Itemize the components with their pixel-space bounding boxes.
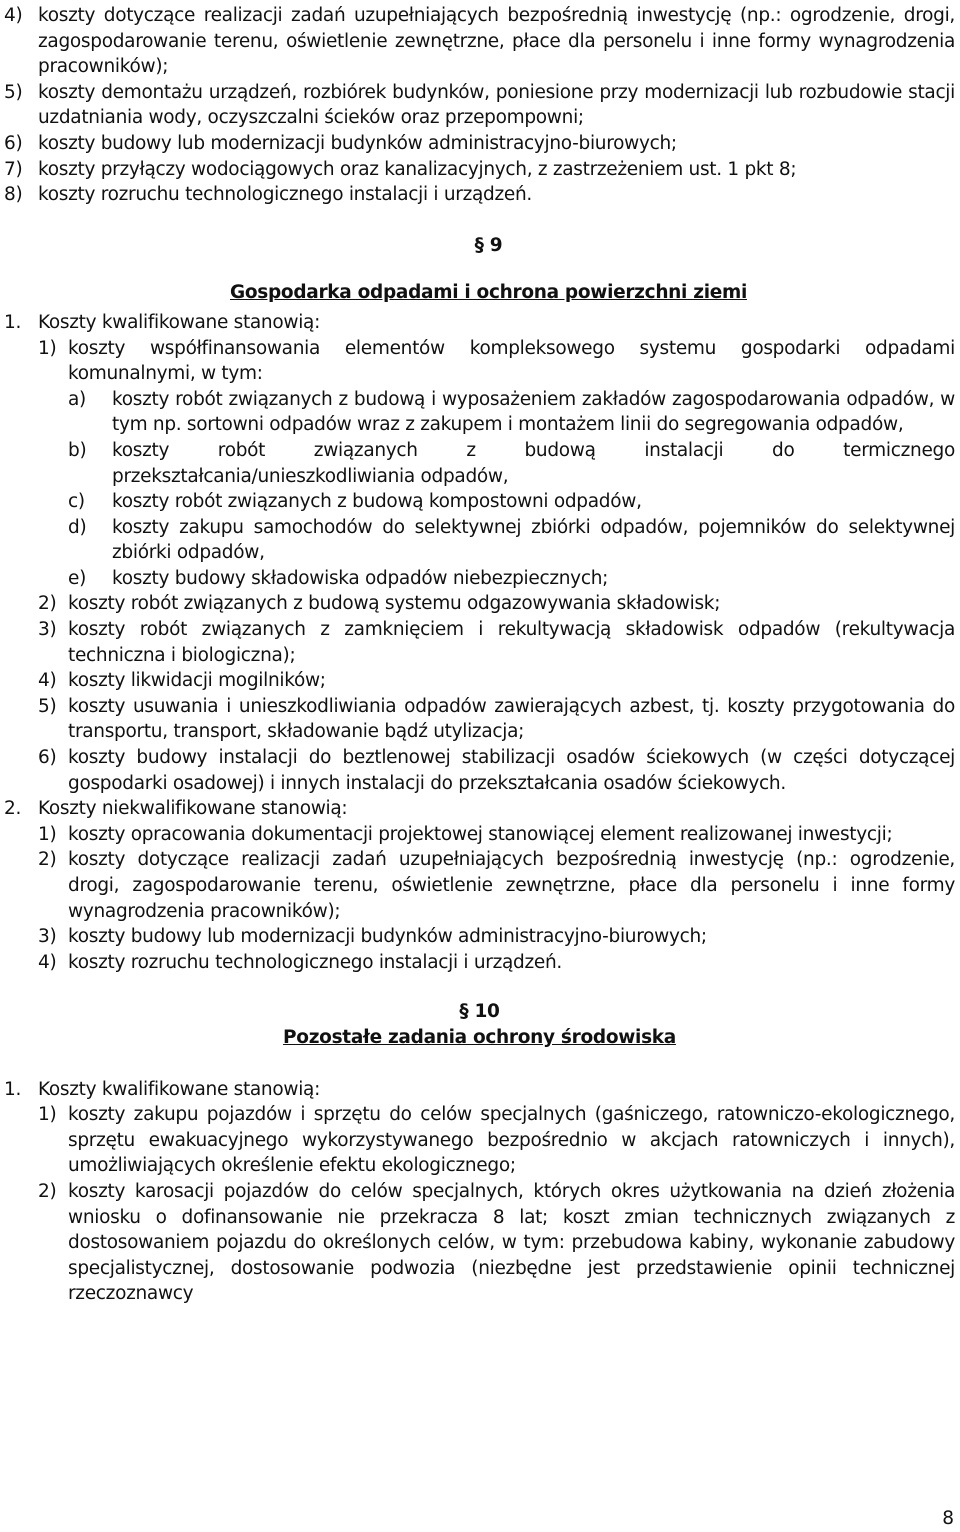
list-item (38, 694, 955, 745)
item-text: koszty dotyczące realizacji zadań uzupełniających bezpośrednią inwestycję (np.: ogrodzenie, drogi, zagospodarowanie terenu, oświetlenie zewnętrzne, płace dla personelu i inne formy wynagrodzenia pracowników); (38, 5, 955, 78)
list-item (38, 822, 955, 848)
clause-label: Koszty kwalifikowane stanowią: (38, 311, 321, 333)
item-text: koszty rozruchu technologicznego instalacji i urządzeń. (68, 951, 562, 973)
item-number: 2) (38, 593, 57, 615)
list-item (38, 591, 955, 617)
item-text: koszty robót związanych z budową i wyposażeniem zakładów zagospodarowania odpadów, w tym np. sortowni odpadów wraz z zakupem i montażem linii do segregowania odpadów, (112, 388, 955, 436)
item-text: koszty robót związanych z zamknięciem i rekultywacją składowisk odpadów (rekultywacja techniczna i biologiczna); (68, 619, 955, 666)
item-text: koszty rozruchu technologicznego instalacji i urządzeń. (38, 184, 532, 206)
list-item (4, 157, 955, 183)
item-number: 3) (38, 619, 57, 641)
item-text: koszty robót związanych z budową systemu odgazowywania składowisk; (68, 593, 721, 615)
continued-cost-list (4, 3, 955, 208)
clause-1 (4, 310, 955, 336)
item-letter: e) (68, 567, 86, 589)
list-item (38, 336, 955, 387)
item-text: koszty demontażu urządzeń, rozbiórek budynków, poniesione przy modernizacji lub rozbudowie stacji uzdatniania wody, oczyszczalni ścieków oraz przepompowni; (38, 81, 955, 129)
section-title: Pozostałe zadania ochrony środowiska (283, 1026, 676, 1048)
list-item (38, 950, 955, 976)
item-letter: b) (68, 439, 87, 461)
clause-number: 1. (4, 1078, 22, 1100)
item-letter: a) (68, 388, 86, 410)
item-number: 3) (38, 926, 57, 948)
item-letter: c) (68, 491, 85, 513)
clause-1 (4, 1077, 955, 1103)
item-number: 2) (38, 849, 57, 871)
list-item (38, 847, 955, 924)
list-item (38, 1179, 955, 1307)
item-text: koszty budowy składowiska odpadów niebezpiecznych; (112, 567, 609, 589)
item-number: 1) (38, 337, 57, 359)
item-number: 5) (38, 695, 57, 717)
list-item (38, 1102, 955, 1179)
item-number: 5) (4, 81, 23, 103)
item-text: koszty dotyczące realizacji zadań uzupełniających bezpośrednią inwestycję (np.: ogrodzenie, drogi, zagospodarowanie terenu, oświetlenie zewnętrzne, płace dla personelu i inne formy wynagrodzenia pracowników); (68, 849, 955, 922)
item-number: 8) (4, 184, 23, 206)
sub-list-item (68, 515, 955, 566)
list-item (4, 131, 955, 157)
list-item (38, 668, 955, 694)
item-number: 4) (4, 5, 23, 26)
item-text: koszty robót związanych z budową instalacji do termicznego przekształcania/unieszkodliwiania odpadów, (112, 439, 955, 487)
clause-number: 2. (4, 798, 22, 820)
section-title: Gospodarka odpadami i ochrona powierzchni ziemi (229, 282, 748, 304)
item-number: 4) (38, 670, 57, 692)
sub-list-item (68, 438, 955, 489)
item-number: 7) (4, 158, 23, 180)
item-text: koszty budowy lub modernizacji budynków administracyjno-biurowych; (38, 132, 677, 154)
item-letter: d) (68, 516, 87, 538)
section-9-heading (4, 233, 955, 306)
item-text: koszty przyłączy wodociągowych oraz kanalizacyjnych, z zastrzeżeniem ust. 1 pkt 8; (38, 158, 797, 180)
section-10-heading (4, 999, 955, 1050)
paragraph-sign: § 10 (459, 1001, 500, 1023)
clause-number: 1. (4, 311, 22, 333)
item-text: koszty zakupu samochodów do selektywnej zbiórki odpadów, pojemników do selektywnej zbiórki odpadów, (112, 516, 955, 564)
item-number: 2) (38, 1180, 57, 1202)
item-text: koszty karosacji pojazdów do celów specjalnych, których okres użytkowania na dzień złożenia wniosku o dofinansowanie nie przekracza 8 lat; koszt zmian technicznych związanych z dostosowaniem pojazdu do określonych celów, w tym: przebudowa kabiny, wykonanie zabudowy specjalistycznej, dostosowanie podwozia (niezbędne jest przedstawienie opinii technicznej rzeczoznawcy (68, 1180, 955, 1305)
clause-label: Koszty niekwalifikowane stanowią: (38, 798, 348, 820)
list-item (38, 924, 955, 950)
item-number: 1) (38, 1104, 57, 1126)
item-text: koszty usuwania i unieszkodliwiania odpadów zawierających azbest, tj. koszty przygotowania do transportu, transport, składowanie bądź utylizacja; (68, 695, 955, 743)
list-item (38, 745, 955, 796)
item-text: koszty współfinansowania elementów kompleksowego systemu gospodarki odpadami komunalnymi, w tym: (68, 337, 955, 385)
item-text: koszty budowy lub modernizacji budynków administracyjno-biurowych; (68, 926, 707, 948)
list-item (38, 617, 955, 668)
clause-label: Koszty kwalifikowane stanowią: (38, 1078, 321, 1100)
sub-list-item (68, 566, 955, 592)
item-number: 6) (4, 132, 23, 154)
item-text: koszty zakupu pojazdów i sprzętu do celów specjalnych (gaśniczego, ratowniczo-ekologicznego, sprzętu ewakuacyjnego wykorzystywanego bezpośrednio w akcjach ratowniczych i innych), umożliwiających określenie efektu ekologicznego; (68, 1104, 955, 1177)
item-number: 1) (38, 823, 57, 845)
item-text: koszty robót związanych z budową kompostowni odpadów, (112, 491, 642, 513)
item-text: koszty opracowania dokumentacji projektowej stanowiącej element realizowanej inwestycji; (68, 823, 893, 845)
document-page (4, 3, 955, 1307)
section-9-body (4, 310, 955, 975)
list-item (4, 80, 955, 131)
item-text: koszty likwidacji mogilników; (68, 670, 326, 692)
paragraph-sign: § 9 (474, 234, 503, 256)
item-text: koszty budowy instalacji do beztlenowej stabilizacji osadów ściekowych (w części dotyczącej gospodarki osadowej) i innych instalacji do przekształcania osadów ściekowych. (68, 747, 955, 794)
item-number: 4) (38, 951, 57, 973)
list-item (4, 182, 955, 208)
sub-list-item (68, 489, 955, 515)
section-10-body (4, 1077, 955, 1307)
item-number: 6) (38, 747, 57, 769)
clause-2 (4, 796, 955, 822)
page-number: 8 (942, 1508, 954, 1529)
list-item (4, 3, 955, 80)
sub-list-item (68, 387, 955, 438)
